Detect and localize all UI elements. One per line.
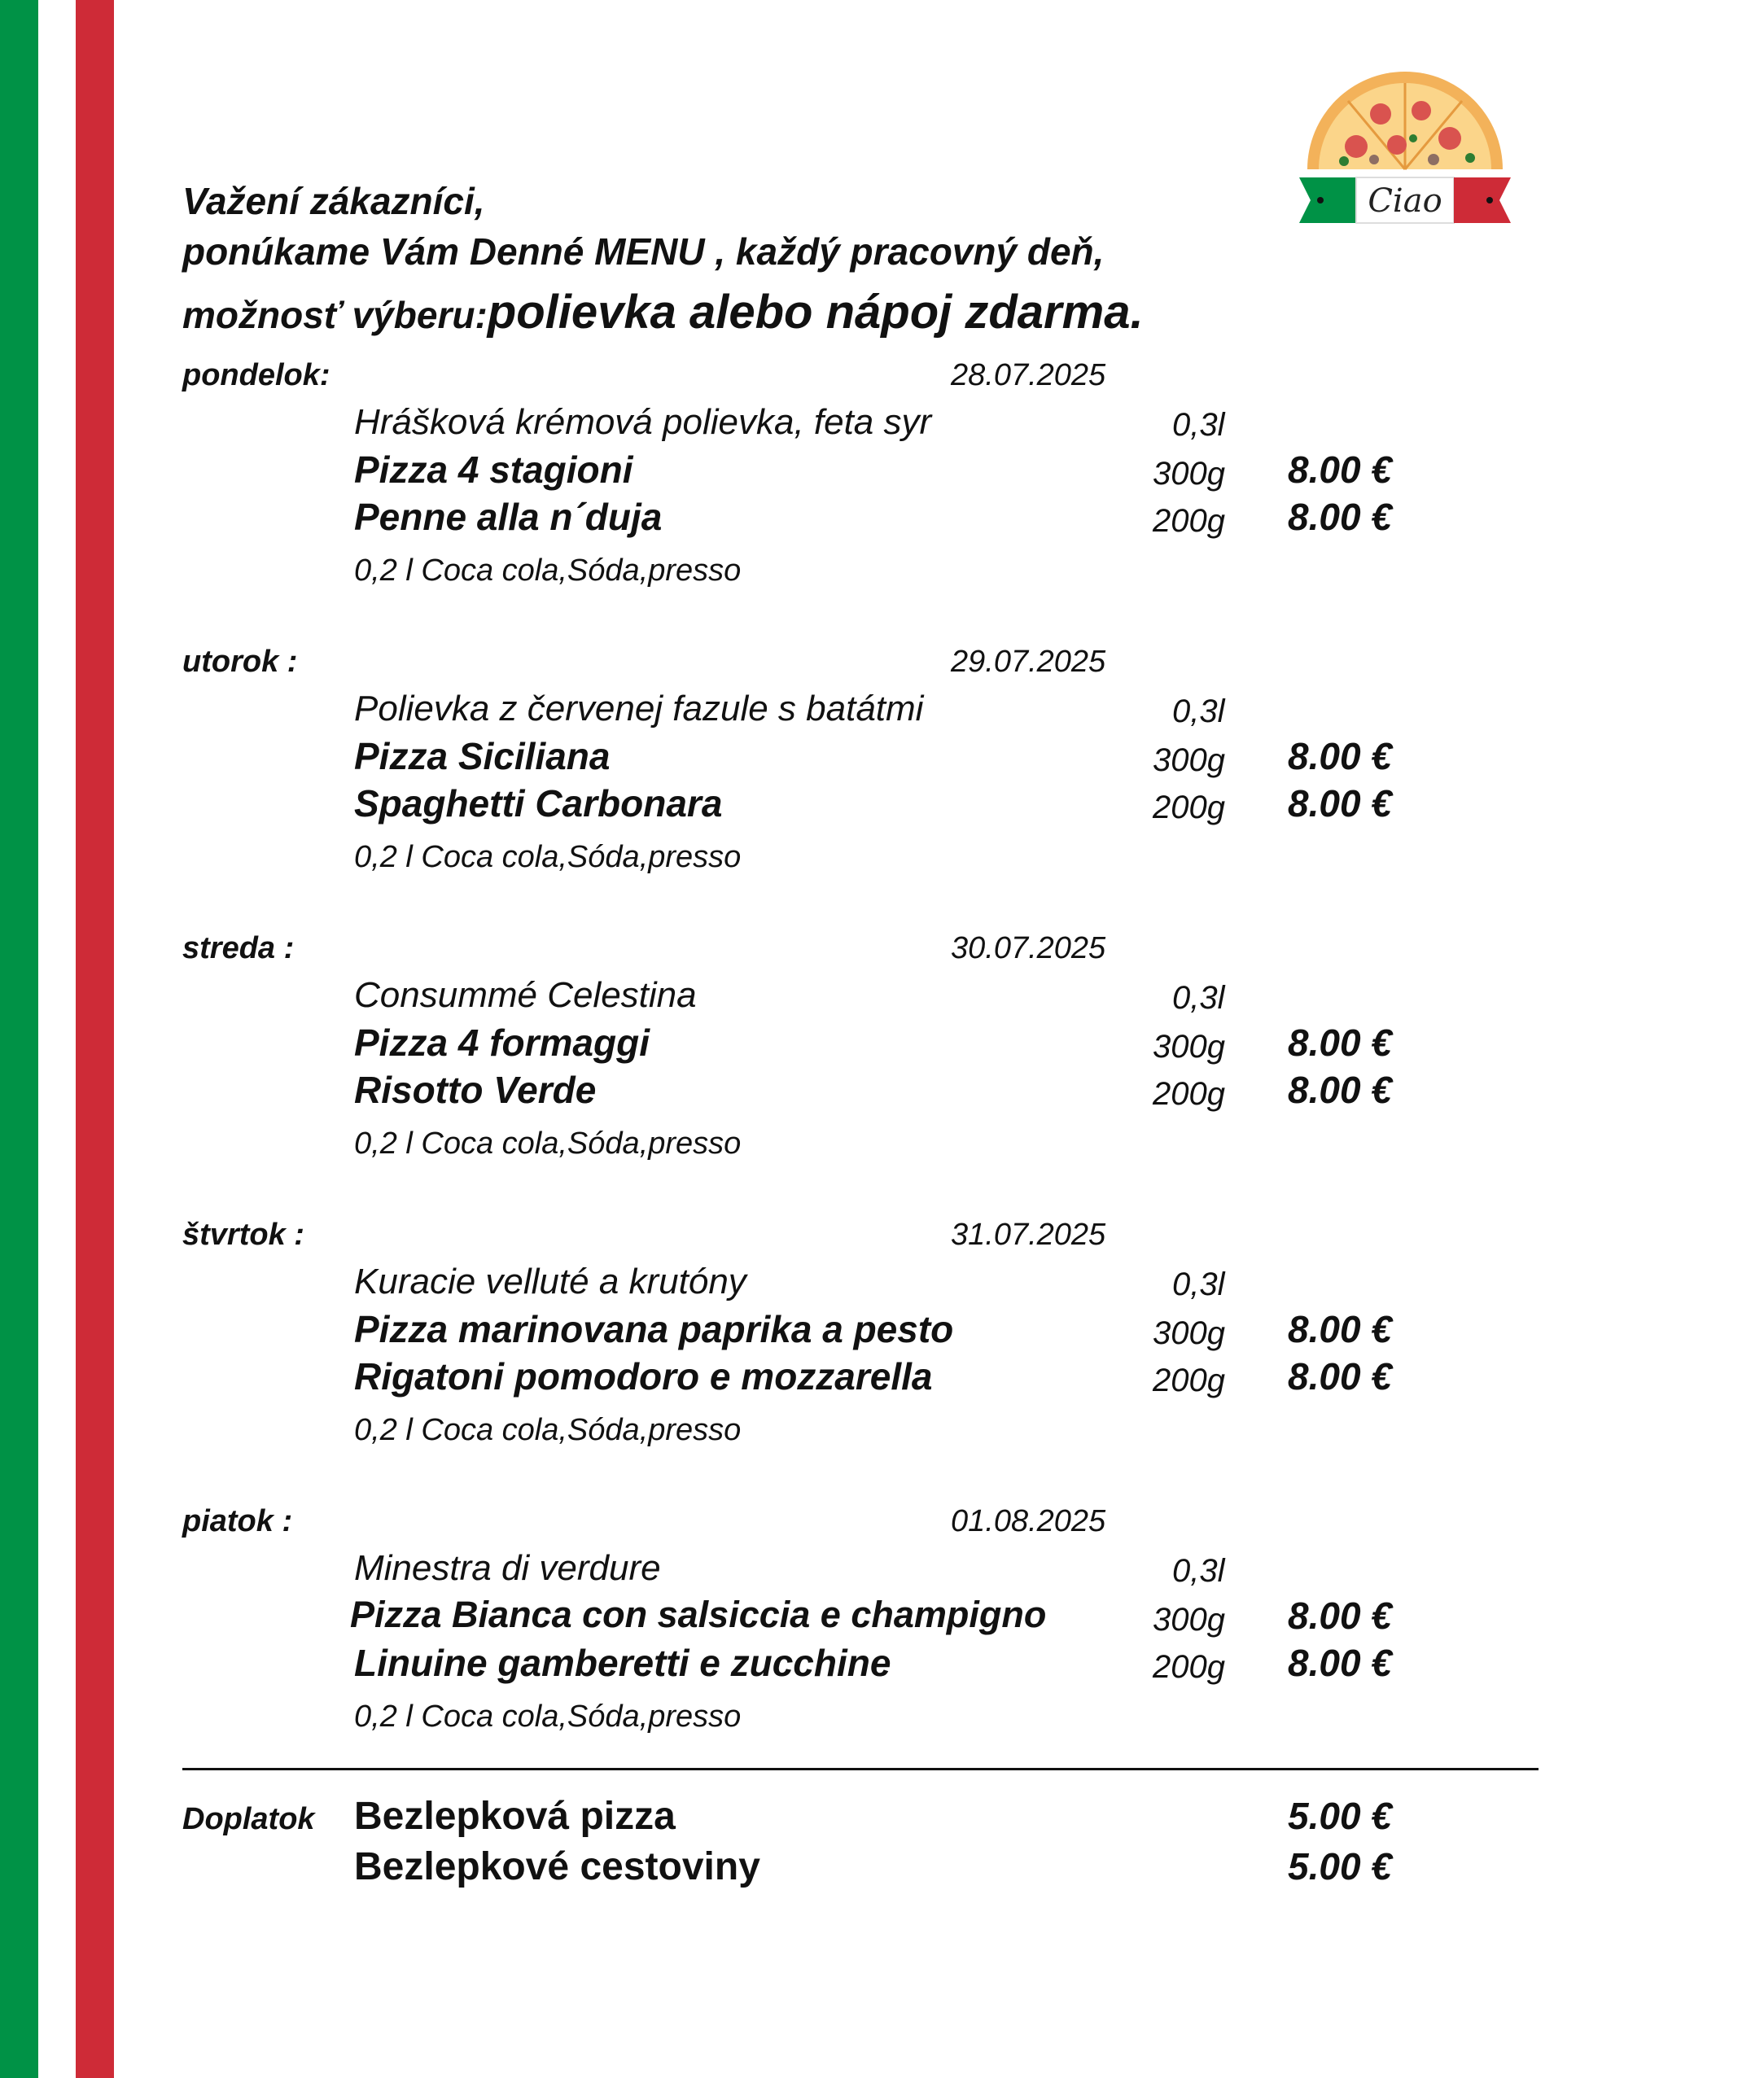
drink-item: 0,2 l Coca cola,Sóda,presso bbox=[354, 1700, 742, 1734]
main-qty: 200g bbox=[1153, 790, 1225, 825]
soup-item: Kuracie velluté a krutóny bbox=[354, 1262, 746, 1301]
main-item: Pizza Bianca con salsiccia e champigno bbox=[350, 1594, 1047, 1635]
soup-item: Polievka z červenej fazule s batátmi bbox=[354, 689, 924, 728]
flag-stripe-red bbox=[76, 0, 114, 2078]
main-qty: 300g bbox=[1153, 1029, 1225, 1065]
day-date: 01.08.2025 bbox=[951, 1504, 1106, 1538]
main-price: 8.00 € bbox=[1288, 1022, 1392, 1064]
main-qty: 200g bbox=[1153, 503, 1225, 539]
soup-item: Minestra di verdure bbox=[354, 1548, 661, 1588]
day-date: 30.07.2025 bbox=[951, 931, 1106, 965]
main-item: Rigatoni pomodoro e mozzarella bbox=[354, 1355, 933, 1398]
greeting: Važení zákazníci, bbox=[182, 180, 485, 222]
flag-stripe-green bbox=[0, 0, 38, 2078]
main-price: 8.00 € bbox=[1288, 735, 1392, 777]
main-qty: 200g bbox=[1153, 1363, 1225, 1398]
menu-offer bbox=[182, 285, 1144, 339]
main-price: 8.00 € bbox=[1288, 1308, 1392, 1350]
day-label: štvrtok : bbox=[182, 1218, 304, 1252]
main-price: 8.00 € bbox=[1288, 1069, 1392, 1111]
soup-qty: 0,3l bbox=[1172, 407, 1225, 443]
main-item: Pizza 4 stagioni bbox=[354, 448, 633, 491]
extra-price: 5.00 € bbox=[1288, 1795, 1392, 1837]
main-item: Pizza Siciliana bbox=[354, 735, 611, 777]
soup-qty: 0,3l bbox=[1172, 693, 1225, 729]
day-label: piatok : bbox=[182, 1504, 293, 1538]
main-price: 8.00 € bbox=[1288, 1355, 1392, 1398]
day-date: 28.07.2025 bbox=[951, 358, 1106, 392]
soup-qty: 0,3l bbox=[1172, 980, 1225, 1016]
menu-offer-label: možnosť výberu: bbox=[182, 294, 488, 336]
main-price: 8.00 € bbox=[1288, 496, 1392, 538]
extra-item: Bezlepkové cestoviny bbox=[354, 1845, 760, 1888]
divider-line bbox=[182, 1768, 1539, 1770]
main-qty: 300g bbox=[1153, 1315, 1225, 1351]
drink-item: 0,2 l Coca cola,Sóda,presso bbox=[354, 840, 742, 874]
main-item: Pizza marinovana paprika a pesto bbox=[354, 1308, 954, 1350]
menu-offer-highlight: polievka alebo nápoj zdarma. bbox=[487, 286, 1144, 339]
main-qty: 300g bbox=[1153, 1602, 1225, 1638]
logo-text: Ciao bbox=[1368, 182, 1442, 220]
main-qty: 300g bbox=[1153, 456, 1225, 492]
soup-item: Hrášková krémová polievka, feta syr bbox=[354, 402, 932, 442]
ciao-pizza-logo bbox=[1299, 63, 1511, 231]
main-qty: 200g bbox=[1153, 1076, 1225, 1112]
main-qty: 300g bbox=[1153, 742, 1225, 778]
menu-intro: ponúkame Vám Denné MENU , každý pracovný deň, bbox=[182, 230, 1105, 273]
soup-item: Consummé Celestina bbox=[354, 975, 697, 1015]
soup-qty: 0,3l bbox=[1172, 1553, 1225, 1589]
day-label: pondelok: bbox=[182, 358, 330, 392]
day-date: 29.07.2025 bbox=[951, 645, 1106, 679]
day-date: 31.07.2025 bbox=[951, 1218, 1106, 1252]
main-item: Spaghetti Carbonara bbox=[354, 782, 723, 825]
main-item: Pizza 4 formaggi bbox=[354, 1022, 650, 1064]
main-price: 8.00 € bbox=[1288, 448, 1392, 491]
day-label: streda : bbox=[182, 931, 295, 965]
main-price: 8.00 € bbox=[1288, 1595, 1392, 1637]
soup-qty: 0,3l bbox=[1172, 1266, 1225, 1302]
drink-item: 0,2 l Coca cola,Sóda,presso bbox=[354, 1126, 742, 1161]
drink-item: 0,2 l Coca cola,Sóda,presso bbox=[354, 1413, 742, 1447]
main-item: Risotto Verde bbox=[354, 1069, 597, 1111]
main-qty: 200g bbox=[1153, 1649, 1225, 1685]
main-price: 8.00 € bbox=[1288, 1642, 1392, 1684]
drink-item: 0,2 l Coca cola,Sóda,presso bbox=[354, 553, 742, 588]
extra-item: Bezlepková pizza bbox=[354, 1795, 676, 1838]
main-item: Penne alla n´duja bbox=[354, 496, 663, 538]
extras-label: Doplatok bbox=[182, 1802, 315, 1836]
main-price: 8.00 € bbox=[1288, 782, 1392, 825]
main-item: Linuine gamberetti e zucchine bbox=[354, 1642, 891, 1684]
day-label: utorok : bbox=[182, 645, 298, 679]
flag-stripe-white bbox=[38, 0, 76, 2078]
extra-price: 5.00 € bbox=[1288, 1845, 1392, 1888]
